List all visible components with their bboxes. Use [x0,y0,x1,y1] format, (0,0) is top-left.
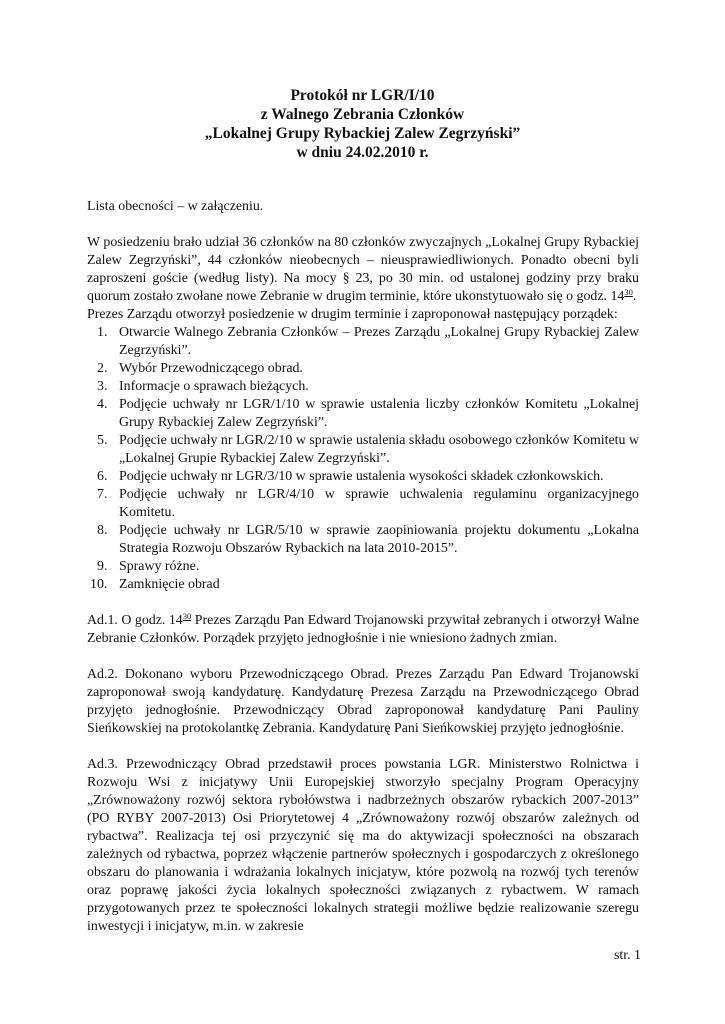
ad2-paragraph: Ad.2. Dokonano wyboru Przewodniczącego Obrad. Prezes Zarządu Pan Edward Trojanowski zaproponował swoją kandydaturę. Kandydaturę Prezesa Zarządu na Przewodniczącego Obrad przyjęto jednogłośnie. Przewodniczący Obrad zaproponował kandydaturę Pani Pauliny Sieńkowskiej na protokolantkę Zebrania. Kandydaturę Pani Sieńkowskiej przyjęto jednogłośnie. [87,667,639,736]
agenda-item [87,576,639,594]
agenda-item-number: 4. [97,397,108,412]
agenda-item-text: Wybór Przewodniczącego obrad. [119,361,303,376]
intro-end: . [632,289,637,304]
agenda-item [87,396,639,432]
agenda-item-text: Podjęcie uchwały nr LGR/1/10 w sprawie ustalenia liczby członków Komitetu „Lokalnej Grupy Rybackiej Zalew Zegrzyński”. [119,397,639,430]
document-title [0,86,725,162]
attendance-note: Lista obecności – w załączeniu. [87,199,264,214]
agenda-item-text: Podjęcie uchwały nr LGR/2/10 w sprawie ustalenia składu osobowego członków Komitetu w „Lokalnej Grupie Rybackiej Zalew Zegrzyński”. [119,433,639,466]
ad1-rest: Prezes Zarządu Pan Edward Trojanowski przywitał zebranych i otworzył Walne Zebranie Członków. Porządek przyjęto jednogłośnie i nie wniesiono żadnych zmian. [87,613,639,646]
ad3-paragraph: Ad.3. Przewodniczący Obrad przedstawił proces powstania LGR. Ministerstwo Rolnictwa i Rozwoju Wsi z inicjatywy Unii Europejskiej stworzyło specjalny Program Operacyjny „Zrównoważony rozwój sektora rybołówstwa i nadbrzeżnych obszarów rybackich 2007-2013” (PO RYBY 2007-2013) Osi Priorytetowej 4 „Zrównoważony rozwój obszarów zależnych od rybactwa”. Realizacja tej osi przyczynić się ma do aktywizacji społeczności na obszarach zależnych od rybactwa, poprzez włączenie partnerów społecznych i gospodarczych z określonego obszaru do planowania i wdrażania lokalnych inicjatyw, które pozwolą na rozwój tych terenów oraz poprawę jakości życia lokalnych społeczności związanych z rybactwem. W ramach przygotowanych przez te społeczności lokalnych strategii możliwe będzie realizowanie szeregu inwestycji i inicjatyw, m.in. w zakresie [87,757,639,934]
agenda-item [87,432,639,468]
agenda-item-number: 1. [97,325,108,340]
title-line-1: Protokół nr LGR/I/10 [290,87,435,104]
agenda-item-number: 9. [97,559,108,574]
agenda-item [87,378,639,396]
agenda-list [87,324,639,594]
agenda-item-number: 7. [97,487,108,502]
agenda-item [87,360,639,378]
opening-paragraph: Prezes Zarządu otworzył posiedzenie w drugim terminie i zaproponował następujący porządek: [87,307,618,322]
agenda-item-text: Sprawy różne. [119,559,200,574]
agenda-item-number: 6. [97,469,108,484]
page-number: str. 1 [613,948,641,963]
agenda-item-text: Podjęcie uchwały nr LGR/3/10 w sprawie ustalenia wysokości składek członkowskich. [119,469,604,484]
ad1-paragraph [87,612,639,648]
agenda-item-text: Otwarcie Walnego Zebrania Członków – Prezes Zarządu „Lokalnej Grupy Rybackiej Zalew Zegrzyński”. [119,325,639,358]
agenda-item-text: Informacje o sprawach bieżących. [119,379,309,394]
agenda-item [87,486,639,522]
ad1-start: Ad.1. O godz. 14 [87,613,183,628]
agenda-item-number: 2. [97,361,108,376]
agenda-item-number: 8. [97,523,108,538]
agenda-item [87,522,639,558]
title-line-2: z Walnego Zebrania Członków [260,106,465,123]
document-body [87,198,639,936]
agenda-item [87,468,639,486]
intro-time-minutes: 30 [624,287,633,297]
ad1-time-minutes: 30 [182,611,192,621]
agenda-item [87,558,639,576]
title-line-3: „Lokalnej Grupy Rybackiej Zalew Zegrzyński” [204,125,521,142]
agenda-item-text: Podjęcie uchwały nr LGR/5/10 w sprawie zaopiniowania projektu dokumentu „Lokalna Strategia Rozwoju Obszarów Rybackich na lata 2010-2015”. [119,523,639,556]
intro-paragraph [87,234,639,306]
agenda-item-text: Podjęcie uchwały nr LGR/4/10 w sprawie uchwalenia regulaminu organizacyjnego Komitetu. [119,487,639,520]
agenda-item-number: 3. [97,379,108,394]
intro-text: W posiedzeniu brało udział 36 członków na 80 członków zwyczajnych „Lokalnej Grupy Rybackiej Zalew Zegrzyński”, 44 członków nieobecnych – nieusprawiedliwionych. Ponadto obecni byli zaproszeni goście (według listy). Na mocy § 23, po 30 min. od ustalonej godziny przy braku quorum zostało zwołane nowe Zebranie w drugim terminie, które ukonstytuowało się o godz. 14 [87,235,639,304]
agenda-item-number: 5. [97,433,108,448]
title-line-4: w dniu 24.02.2010 r. [296,144,429,161]
agenda-item [87,324,639,360]
agenda-item-number: 10. [90,577,108,592]
agenda-item-text: Zamknięcie obrad [119,577,220,592]
